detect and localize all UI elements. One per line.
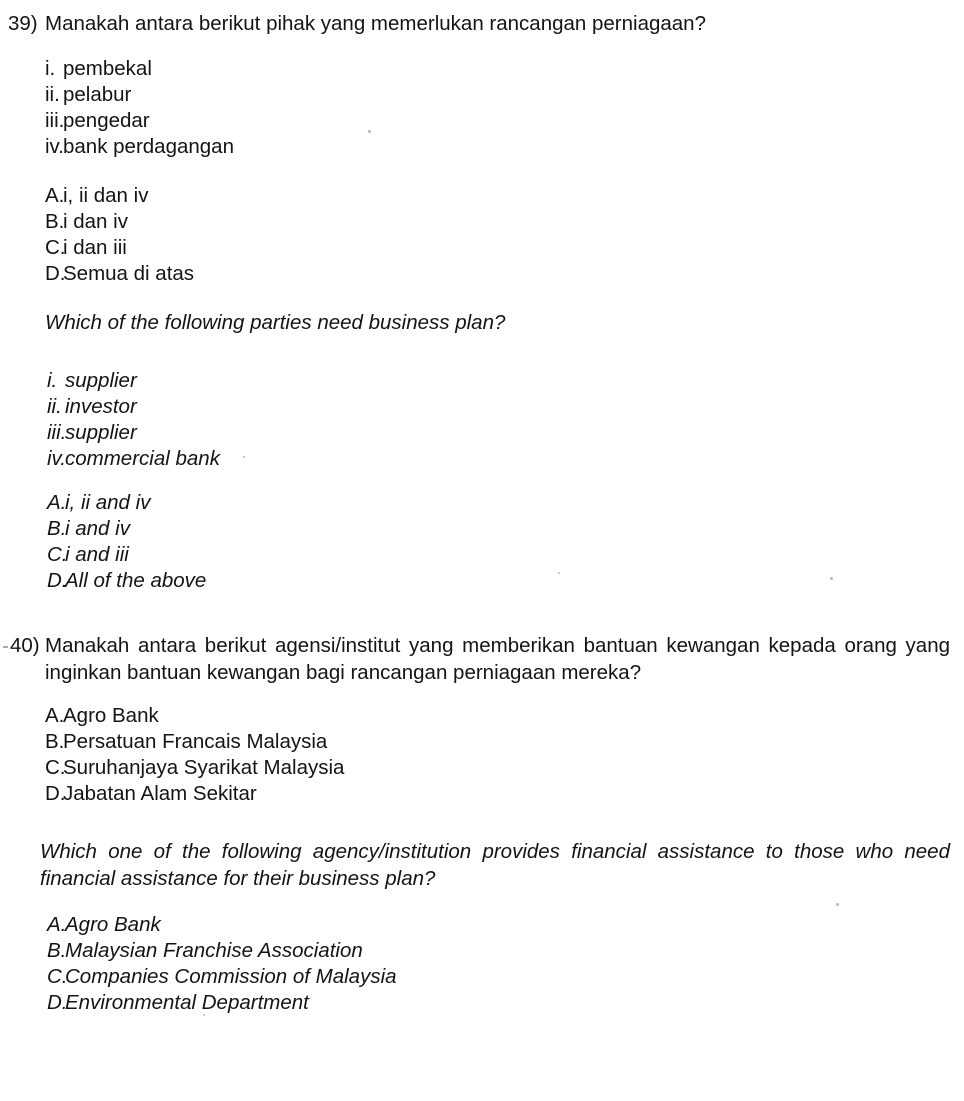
option-text: i dan iv (63, 210, 128, 233)
question-39-english-options (0, 490, 964, 594)
option-row[interactable] (0, 729, 964, 755)
option-marker: B. (45, 210, 65, 233)
option-text: All of the above (65, 569, 207, 592)
option-row[interactable] (0, 755, 964, 781)
option-marker: C. (45, 756, 66, 779)
roman-marker: ii. (45, 83, 60, 106)
question-40-english-stem: Which one of the following agency/institution provides financial assistance to those who need financial assistance for their business plan? (40, 840, 950, 890)
question-39-english-stem: Which of the following parties need business plan? (45, 311, 506, 334)
option-marker: D. (45, 262, 66, 285)
option-row[interactable] (0, 261, 964, 287)
roman-marker: iii. (45, 109, 65, 132)
roman-text: pelabur (63, 83, 132, 106)
option-row[interactable] (0, 912, 964, 938)
list-item (0, 108, 964, 134)
question-39-english-stem-block (0, 309, 964, 336)
option-marker: D. (47, 991, 68, 1014)
option-text: Persatuan Francais Malaysia (63, 730, 328, 753)
option-text: Agro Bank (63, 704, 159, 727)
question-40-english-stem-block (0, 838, 964, 892)
option-row[interactable] (0, 781, 964, 807)
option-marker: A. (47, 491, 67, 514)
option-text: Malaysian Franchise Association (65, 939, 363, 962)
option-marker: C. (47, 543, 68, 566)
option-marker: C. (47, 965, 68, 988)
option-text: i, ii and iv (65, 491, 151, 514)
roman-marker: i. (47, 369, 58, 392)
option-marker: C. (45, 236, 66, 259)
roman-marker: iv. (45, 135, 64, 158)
option-row[interactable] (0, 964, 964, 990)
roman-text: supplier (65, 421, 137, 444)
option-text: Agro Bank (65, 913, 161, 936)
question-39-number: 39) (8, 12, 38, 35)
option-text: Jabatan Alam Sekitar (63, 782, 257, 805)
option-row[interactable] (0, 568, 964, 594)
roman-marker: iii. (47, 421, 67, 444)
option-marker: B. (47, 939, 67, 962)
roman-text: commercial bank (65, 447, 220, 470)
question-39-malay-stem-text: Manakah antara berikut pihak yang memerlukan rancangan perniagaan? (45, 12, 706, 35)
option-text: Suruhanjaya Syarikat Malaysia (63, 756, 345, 779)
list-item (0, 82, 964, 108)
option-text: i, ii dan iv (63, 184, 149, 207)
roman-text: bank perdagangan (63, 135, 234, 158)
roman-text: pengedar (63, 109, 150, 132)
question-39-english-roman-list (0, 368, 964, 472)
option-text: i dan iii (63, 236, 127, 259)
question-39-malay-roman-list (0, 56, 964, 160)
list-item (0, 446, 964, 472)
option-row[interactable] (0, 542, 964, 568)
scan-speck (836, 903, 839, 906)
option-marker: D. (45, 782, 66, 805)
option-text: Companies Commission of Malaysia (65, 965, 397, 988)
option-row[interactable] (0, 938, 964, 964)
list-item (0, 368, 964, 394)
question-39-malay-stem (0, 10, 964, 37)
option-text: i and iii (65, 543, 129, 566)
question-40-malay-stem-block (0, 632, 964, 686)
option-marker: B. (47, 517, 67, 540)
option-marker: A. (45, 704, 65, 727)
option-marker: A. (45, 184, 65, 207)
question-40-number: 40) (10, 634, 40, 657)
option-row[interactable] (0, 490, 964, 516)
list-item (0, 134, 964, 160)
question-39-malay-options (0, 183, 964, 287)
option-marker: A. (47, 913, 67, 936)
question-40-english-options (0, 912, 964, 1016)
roman-text: supplier (65, 369, 137, 392)
question-40-malay-options (0, 703, 964, 807)
question-40-malay-stem-text: Manakah antara berikut agensi/institut yang memberikan bantuan kewangan kepada orang yang inginkan bantuan kewangan bagi rancangan perniagaan mereka? (45, 634, 950, 684)
option-text: i and iv (65, 517, 130, 540)
option-row[interactable] (0, 990, 964, 1016)
option-text: Semua di atas (63, 262, 195, 285)
option-row[interactable] (0, 183, 964, 209)
option-row[interactable] (0, 516, 964, 542)
option-row[interactable] (0, 235, 964, 261)
roman-marker: i. (45, 57, 56, 80)
roman-marker: iv. (47, 447, 66, 470)
option-marker: D. (47, 569, 68, 592)
list-item (0, 394, 964, 420)
roman-text: pembekal (63, 57, 152, 80)
option-marker: B. (45, 730, 65, 753)
roman-text: investor (65, 395, 137, 418)
list-item (0, 56, 964, 82)
question-39-malay-stem-block (0, 10, 964, 37)
option-row[interactable] (0, 209, 964, 235)
option-row[interactable] (0, 703, 964, 729)
list-item (0, 420, 964, 446)
roman-marker: ii. (47, 395, 62, 418)
option-text: Environmental Department (65, 991, 309, 1014)
question-40-malay-stem (0, 632, 964, 686)
